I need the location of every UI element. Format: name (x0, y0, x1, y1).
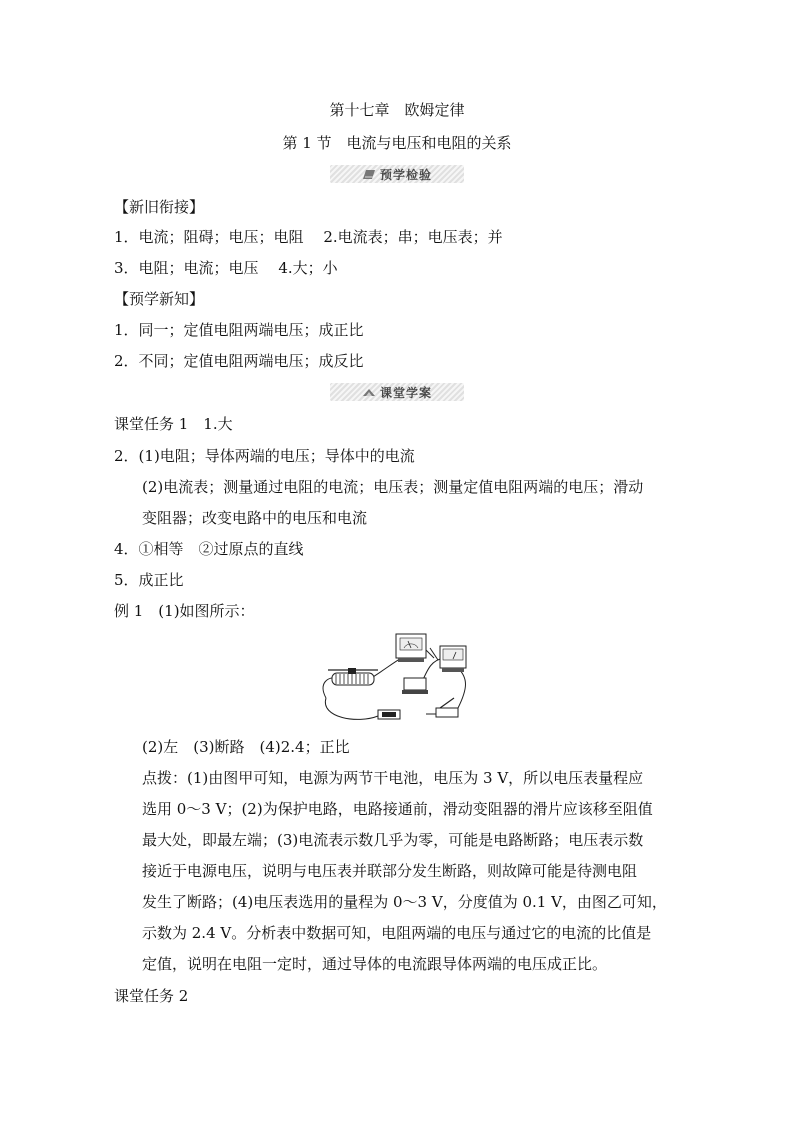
switch (436, 698, 458, 717)
chapter-title: 第十七章 欧姆定律 (329, 101, 465, 119)
item-2a: 2．(1)电阻；导体两端的电压；导体中的电流 (114, 447, 415, 465)
classroom-banner-label: 课堂学案 (379, 385, 432, 400)
answer-line: (2)左 (3)断路 (4)2.4；正比 (142, 738, 350, 756)
wire-cross-1 (426, 650, 434, 658)
voltmeter (440, 646, 466, 672)
preview-line-2: 3．电阻；电流；电压 4.大；小 (114, 259, 338, 277)
heading-review: 【新旧衔接】 (114, 198, 205, 216)
preview-line-4: 2．不同；定值电阻两端电压；成反比 (114, 352, 364, 370)
tip-line-7: 定值，说明在电阻一定时，通过导体的电流跟导体两端的电压成正比。 (142, 955, 608, 973)
pencil-icon (362, 168, 376, 180)
battery (378, 710, 400, 719)
preview-banner-label: 预学检验 (379, 167, 432, 182)
item-2b-line2: 变阻器；改变电路中的电压和电流 (142, 509, 368, 527)
section-title: 第 1 节 电流与电压和电阻的关系 (282, 134, 512, 152)
preview-banner (330, 165, 464, 183)
preview-line-3: 1．同一；定值电阻两端电压；成正比 (114, 321, 364, 339)
resistor-block (402, 678, 428, 694)
item-5: 5．成正比 (114, 571, 184, 589)
preview-line-1: 1．电流；阻碍；电压；电阻 2.电流表；串；电压表；并 (114, 228, 503, 246)
tip-line-4: 接近于电源电压，说明与电压表并联部分发生断路，则故障可能是待测电阻 (142, 862, 638, 880)
ammeter (396, 634, 426, 662)
tip-line-6: 示数为 2.4 V。分析表中数据可知，电阻两端的电压与通过它的电流的比值是 (142, 924, 652, 942)
example1-line: 例 1 (1)如图所示： (114, 602, 255, 620)
book-icon (362, 386, 376, 398)
item-4: 4．①相等 ②过原点的直线 (114, 540, 304, 558)
tip-line-2: 选用 0～3 V；(2)为保护电路，电路接通前，滑动变阻器的滑片应该移至阻值 (142, 800, 653, 818)
tip-line-5: 发生了断路；(4)电压表选用的量程为 0～3 V，分度值为 0.1 V，由图乙可知， (142, 893, 667, 911)
tip-line-3: 最大处，即最左端；(3)电流表示数几乎为零，可能是电路断路；电压表示数 (142, 831, 644, 849)
wire-left (325, 698, 378, 719)
task1-line: 课堂任务 1 1.大 (114, 415, 233, 433)
circuit-diagram (318, 628, 488, 724)
classroom-banner (330, 383, 464, 401)
item-2b-line1: (2)电流表；测量通过电阻的电流；电压表；测量定值电阻两端的电压；滑动 (142, 478, 644, 496)
wire-right (458, 668, 466, 708)
tip-line-1: 点拨：(1)由图甲可知，电源为两节干电池，电压为 3 V，所以电压表量程应 (142, 769, 644, 787)
wire-cross-2 (430, 648, 438, 660)
task2-line: 课堂任务 2 (114, 987, 189, 1005)
rheostat (328, 668, 378, 685)
heading-new-knowledge: 【预学新知】 (114, 290, 205, 308)
